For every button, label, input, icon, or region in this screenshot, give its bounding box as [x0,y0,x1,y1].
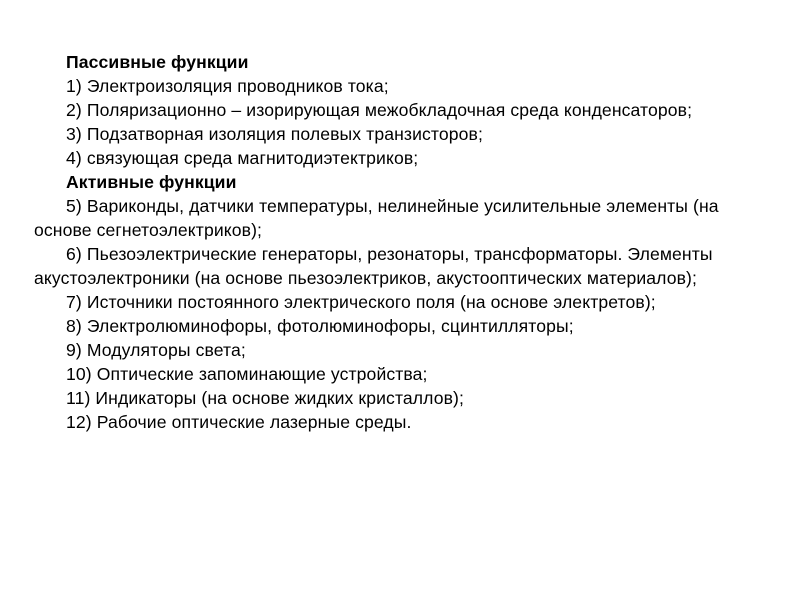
active-item-9: 9) Модуляторы света; [66,340,246,360]
active-item-6: 6) Пьезоэлектрические генераторы, резонаторы, трансформаторы. Элементы акустоэлектроники (на основе пьезоэлектриков, акустооптических материалов); [34,244,713,288]
active-item-5: 5) Вариконды, датчики температуры, нелинейные усилительные элементы (на основе сегнетоэлектриков); [34,196,719,240]
active-item-8: 8) Электролюминофоры, фотолюминофоры, сцинтилляторы; [66,316,574,336]
slide-body [34,50,764,434]
passive-item-2: 2) Поляризационно – изорирующая межобкладочная среда конденсаторов; [66,100,693,120]
passive-item-4: 4) связующая среда магнитодиэтектриков; [66,148,419,168]
passive-item-3: 3) Подзатворная изоляция полевых транзисторов; [66,124,483,144]
passive-item-1: 1) Электроизоляция проводников тока; [66,76,389,96]
active-item-11: 11) Индикаторы (на основе жидких кристаллов); [66,388,464,408]
active-functions-heading: Активные функции [66,172,237,192]
active-item-10: 10) Оптические запоминающие устройства; [66,364,428,384]
active-item-7: 7) Источники постоянного электрического поля (на основе электретов); [66,292,656,312]
passive-functions-heading: Пассивные функции [66,52,249,72]
active-item-12: 12) Рабочие оптические лазерные среды. [66,412,412,432]
